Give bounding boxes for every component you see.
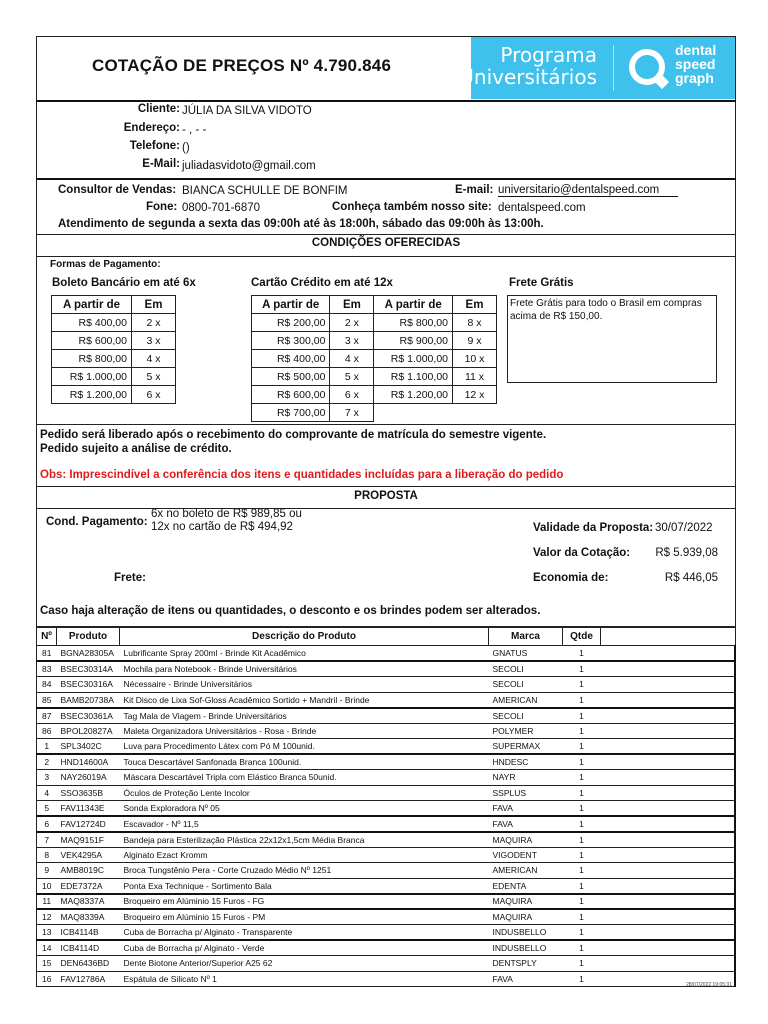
item-number: 13 xyxy=(37,925,57,941)
blank-cell xyxy=(601,847,736,863)
product-qty: 1 xyxy=(563,925,601,941)
consultant-email[interactable]: universitario@dentalspeed.com xyxy=(498,184,678,197)
product-brand: AMERICAN xyxy=(489,863,563,879)
site-link[interactable]: dentalspeed.com xyxy=(498,202,586,214)
frete-box: Frete Grátis para todo o Brasil em compras acima de R$ 150,00. xyxy=(507,295,717,383)
divider xyxy=(36,256,736,257)
product-description: Mochila para Notebook - Brinde Universitários xyxy=(120,661,489,677)
col-header-blank xyxy=(601,628,736,646)
cartao-row xyxy=(252,368,497,386)
amount: R$ 1.000,00 xyxy=(52,368,132,386)
blank-cell xyxy=(601,801,736,817)
cartao-row xyxy=(252,314,497,332)
empty-cell xyxy=(374,404,453,422)
item-number: 3 xyxy=(37,770,57,786)
amount: R$ 400,00 xyxy=(252,350,330,368)
blank-cell xyxy=(601,925,736,941)
product-qty: 1 xyxy=(563,770,601,786)
product-description: Alginato Ezact Kromm xyxy=(120,847,489,863)
item-number: 6 xyxy=(37,816,57,832)
product-brand: MAQUIRA xyxy=(489,909,563,925)
amount: R$ 600,00 xyxy=(252,386,330,404)
product-qty: 1 xyxy=(563,909,601,925)
installments: 7 x xyxy=(330,404,374,422)
divider xyxy=(36,234,736,235)
table-row xyxy=(37,894,736,910)
product-brand: GNATUS xyxy=(489,646,563,662)
address-label: Endereço: xyxy=(123,122,180,134)
item-number: 86 xyxy=(37,723,57,739)
consultant-name: BIANCA SCHULLE DE BONFIM xyxy=(182,185,348,197)
email-label: E-Mail: xyxy=(142,158,180,170)
installments: 9 x xyxy=(453,332,497,350)
product-qty: 1 xyxy=(563,816,601,832)
brand-line2: speed xyxy=(675,56,716,72)
table-row xyxy=(37,692,736,708)
product-brand: SUPERMAX xyxy=(489,739,563,755)
col-header: A partir de xyxy=(52,296,132,314)
product-brand: VIGODENT xyxy=(489,847,563,863)
item-number: 10 xyxy=(37,878,57,894)
change-warning: Caso haja alteração de itens ou quantidades, o desconto e os brindes podem ser alterados. xyxy=(40,605,541,617)
blank-cell xyxy=(601,863,736,879)
table-row xyxy=(37,646,736,662)
print-timestamp: 28/07/2022 19:05:31 xyxy=(686,982,732,988)
product-description: Sonda Exploradora Nº 05 xyxy=(120,801,489,817)
product-brand: FAVA xyxy=(489,971,563,987)
blank-cell xyxy=(601,878,736,894)
consultant-email-label: E-mail: xyxy=(455,184,494,196)
product-description: Maleta Organizadora Universitários - Rosa - Brinde xyxy=(120,723,489,739)
amount: R$ 1.200,00 xyxy=(374,386,453,404)
installments: 6 x xyxy=(330,386,374,404)
blank-cell xyxy=(601,708,736,724)
amount: R$ 900,00 xyxy=(374,332,453,350)
blank-cell xyxy=(601,816,736,832)
product-brand: INDUSBELLO xyxy=(489,940,563,956)
boleto-row xyxy=(52,332,176,350)
table-row xyxy=(37,816,736,832)
product-brand: FAVA xyxy=(489,816,563,832)
table-row xyxy=(37,878,736,894)
product-description: Nécessaire - Brinde Universitários xyxy=(120,677,489,693)
installments: 5 x xyxy=(132,368,176,386)
fone-label: Fone: xyxy=(146,201,178,213)
cartao-row xyxy=(252,350,497,368)
divider xyxy=(36,178,736,180)
product-qty: 1 xyxy=(563,847,601,863)
item-number: 4 xyxy=(37,785,57,801)
product-brand: SECOLI xyxy=(489,677,563,693)
consultant-label: Consultor de Vendas: xyxy=(58,184,177,196)
frete-label: Frete: xyxy=(114,572,146,584)
installments: 2 x xyxy=(330,314,374,332)
table-row xyxy=(37,801,736,817)
cond-line2: 12x no cartão de R$ 494,92 xyxy=(151,521,293,533)
product-description: Cuba de Borracha p/ Alginato - Transparente xyxy=(120,925,489,941)
product-code: NAY26019A xyxy=(57,770,120,786)
product-description: Tag Mala de Viagem - Brinde Universitários xyxy=(120,708,489,724)
col-header: Em xyxy=(330,296,374,314)
product-qty: 1 xyxy=(563,661,601,677)
product-qty: 1 xyxy=(563,801,601,817)
amount: R$ 1.100,00 xyxy=(374,368,453,386)
product-qty: 1 xyxy=(563,971,601,987)
product-code: MAQ8339A xyxy=(57,909,120,925)
product-brand: SECOLI xyxy=(489,708,563,724)
product-qty: 1 xyxy=(563,739,601,755)
boleto-row xyxy=(52,386,176,404)
installments: 3 x xyxy=(330,332,374,350)
cartao-row xyxy=(252,404,497,422)
economia-label: Economia de: xyxy=(533,572,609,584)
table-row xyxy=(37,770,736,786)
product-code: BSEC30316A xyxy=(57,677,120,693)
release-note: Pedido será liberado após o recebimento do comprovante de matrícula do semestre vigente. xyxy=(40,429,547,441)
item-number: 2 xyxy=(37,754,57,770)
product-code: MAQ9151F xyxy=(57,832,120,848)
client-name: JÚLIA DA SILVA VIDOTO xyxy=(182,105,312,117)
logo-divider xyxy=(613,45,614,91)
table-row xyxy=(37,909,736,925)
blank-cell xyxy=(601,723,736,739)
amount: R$ 1.000,00 xyxy=(374,350,453,368)
blank-cell xyxy=(601,661,736,677)
amount: R$ 300,00 xyxy=(252,332,330,350)
logo-line2: Universitários xyxy=(459,65,597,89)
amount: R$ 400,00 xyxy=(52,314,132,332)
product-brand: DENTSPLY xyxy=(489,956,563,972)
product-description: Luva para Procedimento Látex com Pó M 100unid. xyxy=(120,739,489,755)
product-qty: 1 xyxy=(563,723,601,739)
obs-note: Obs: Imprescindível a conferência dos itens e quantidades incluídas para a liberação do pedido xyxy=(40,469,564,481)
phone-label: Telefone: xyxy=(129,140,180,152)
product-code: AMB8019C xyxy=(57,863,120,879)
amount: R$ 700,00 xyxy=(252,404,330,422)
product-description: Óculos de Proteção Lente Incolor xyxy=(120,785,489,801)
table-row xyxy=(37,925,736,941)
cartao-row xyxy=(252,332,497,350)
economia-value: R$ 446,05 xyxy=(664,572,718,584)
brand-line1: dental xyxy=(675,42,717,58)
product-qty: 1 xyxy=(563,785,601,801)
item-number: 12 xyxy=(37,909,57,925)
product-brand: HNDESC xyxy=(489,754,563,770)
product-qty: 1 xyxy=(563,677,601,693)
brand-line3: graph xyxy=(675,70,714,86)
amount: R$ 500,00 xyxy=(252,368,330,386)
product-brand: INDUSBELLO xyxy=(489,925,563,941)
col-header: A partir de xyxy=(252,296,330,314)
blank-cell xyxy=(601,646,736,662)
product-brand: POLYMER xyxy=(489,723,563,739)
product-code: BAMB20738A xyxy=(57,692,120,708)
table-row xyxy=(37,956,736,972)
cartao-row xyxy=(252,386,497,404)
amount: R$ 800,00 xyxy=(374,314,453,332)
item-number: 81 xyxy=(37,646,57,662)
product-description: Escavador - Nº 11,5 xyxy=(120,816,489,832)
product-code: BSEC30314A xyxy=(57,661,120,677)
blank-cell xyxy=(601,754,736,770)
items-table xyxy=(36,627,736,987)
proposal-title: PROPOSTA xyxy=(354,490,418,502)
col-header: Em xyxy=(132,296,176,314)
col-header-product: Produto xyxy=(57,628,120,646)
divider xyxy=(36,424,736,425)
item-number: 83 xyxy=(37,661,57,677)
client-email: juliadasvidoto@gmail.com xyxy=(182,160,316,172)
empty-cell xyxy=(453,404,497,422)
table-row xyxy=(37,677,736,693)
cond-line1: 6x no boleto de R$ 989,85 ou xyxy=(151,508,302,520)
client-label: Cliente: xyxy=(137,103,180,115)
divider xyxy=(36,100,736,102)
boleto-table xyxy=(51,295,176,404)
amount: R$ 600,00 xyxy=(52,332,132,350)
product-brand: MAQUIRA xyxy=(489,832,563,848)
blank-cell xyxy=(601,940,736,956)
product-description: Touca Descartável Sanfonada Branca 100unid. xyxy=(120,754,489,770)
product-code: SPL3402C xyxy=(57,739,120,755)
address-value: - , - - xyxy=(182,124,207,136)
product-description: Dente Biotone Anterior/Superior A25 62 xyxy=(120,956,489,972)
installments: 10 x xyxy=(453,350,497,368)
item-number: 9 xyxy=(37,863,57,879)
valor-value: R$ 5.939,08 xyxy=(655,547,718,559)
installments: 2 x xyxy=(132,314,176,332)
product-description: Broqueiro em Alúminio 15 Furos - PM xyxy=(120,909,489,925)
product-code: VEK4295A xyxy=(57,847,120,863)
product-code: EDE7372A xyxy=(57,878,120,894)
item-number: 7 xyxy=(37,832,57,848)
product-qty: 1 xyxy=(563,692,601,708)
product-description: Broqueiro em Alúminio 15 Furos - FG xyxy=(120,894,489,910)
item-number: 87 xyxy=(37,708,57,724)
installments: 5 x xyxy=(330,368,374,386)
product-code: MAQ8337A xyxy=(57,894,120,910)
product-brand: NAYR xyxy=(489,770,563,786)
boleto-row xyxy=(52,368,176,386)
table-row xyxy=(37,739,736,755)
product-qty: 1 xyxy=(563,832,601,848)
amount: R$ 800,00 xyxy=(52,350,132,368)
product-code: ICB4114B xyxy=(57,925,120,941)
product-qty: 1 xyxy=(563,646,601,662)
blank-cell xyxy=(601,909,736,925)
product-code: BGNA28305A xyxy=(57,646,120,662)
product-description: Cuba de Borracha p/ Alginato - Verde xyxy=(120,940,489,956)
boleto-row xyxy=(52,350,176,368)
col-header-brand: Marca xyxy=(489,628,563,646)
product-code: DEN6436BD xyxy=(57,956,120,972)
divider xyxy=(36,508,736,509)
product-brand: EDENTA xyxy=(489,878,563,894)
table-row xyxy=(37,708,736,724)
product-description: Ponta Exa Technique - Sortimento Bala xyxy=(120,878,489,894)
installments: 6 x xyxy=(132,386,176,404)
logo-line1: Programa xyxy=(500,43,597,67)
product-description: Máscara Descartável Tripla com Elástico Branca 50unid. xyxy=(120,770,489,786)
product-code: HND14600A xyxy=(57,754,120,770)
table-row xyxy=(37,723,736,739)
hours-text: Atendimento de segunda a sexta das 09:00h até às 18:00h, sábado das 09:00h às 13:00h. xyxy=(58,218,544,230)
installments: 4 x xyxy=(132,350,176,368)
logo-brand xyxy=(675,43,716,85)
table-row xyxy=(37,785,736,801)
product-description: Espátula de Silicato Nº 1 xyxy=(120,971,489,987)
item-number: 5 xyxy=(37,801,57,817)
blank-cell xyxy=(601,739,736,755)
product-description: Kit Disco de Lixa Sof-Gloss Acadêmico Sortido + Mandril - Brinde xyxy=(120,692,489,708)
product-description: Bandeja para Esterilização Plástica 22x12x1,5cm Média Branca xyxy=(120,832,489,848)
product-qty: 1 xyxy=(563,878,601,894)
table-row xyxy=(37,971,736,987)
product-qty: 1 xyxy=(563,894,601,910)
col-header-description: Descrição do Produto xyxy=(120,628,489,646)
fone-value: 0800-701-6870 xyxy=(182,202,261,214)
installments: 11 x xyxy=(453,368,497,386)
conditions-title: CONDIÇÕES OFERECIDAS xyxy=(311,237,461,249)
amount: R$ 200,00 xyxy=(252,314,330,332)
blank-cell xyxy=(601,692,736,708)
item-number: 15 xyxy=(37,956,57,972)
blank-cell xyxy=(601,677,736,693)
product-code: FAV11343E xyxy=(57,801,120,817)
product-qty: 1 xyxy=(563,956,601,972)
validade-label: Validade da Proposta: xyxy=(533,522,654,534)
table-row xyxy=(37,832,736,848)
item-number: 1 xyxy=(37,739,57,755)
cond-label: Cond. Pagamento: xyxy=(46,516,148,528)
blank-cell xyxy=(601,770,736,786)
product-code: ICB4114D xyxy=(57,940,120,956)
product-brand: FAVA xyxy=(489,801,563,817)
product-brand: SSPLUS xyxy=(489,785,563,801)
blank-cell xyxy=(601,785,736,801)
cartao-title: Cartão Crédito em até 12x xyxy=(251,277,393,289)
blank-cell xyxy=(601,956,736,972)
validade-value: 30/07/2022 xyxy=(655,522,713,534)
installments: 4 x xyxy=(330,350,374,368)
item-number: 8 xyxy=(37,847,57,863)
col-header: A partir de xyxy=(374,296,453,314)
installments: 3 x xyxy=(132,332,176,350)
product-code: SSO3635B xyxy=(57,785,120,801)
product-code: BSEC30361A xyxy=(57,708,120,724)
item-number: 16 xyxy=(37,971,57,987)
product-code: BPOL20827A xyxy=(57,723,120,739)
table-row xyxy=(37,940,736,956)
table-row xyxy=(37,863,736,879)
item-number: 11 xyxy=(37,894,57,910)
table-row xyxy=(37,661,736,677)
product-description: Broca Tungstênio Pera - Corte Cruzado Médio Nº 1251 xyxy=(120,863,489,879)
product-brand: AMERICAN xyxy=(489,692,563,708)
boleto-title: Boleto Bancário em até 6x xyxy=(52,277,196,289)
product-qty: 1 xyxy=(563,863,601,879)
site-label: Conheça também nosso site: xyxy=(332,201,492,213)
table-row xyxy=(37,847,736,863)
item-number: 85 xyxy=(37,692,57,708)
cartao-table xyxy=(251,295,497,422)
divider xyxy=(36,486,736,487)
product-code: FAV12724D xyxy=(57,816,120,832)
col-header-num: Nº xyxy=(37,628,57,646)
product-brand: MAQUIRA xyxy=(489,894,563,910)
col-header-qty: Qtde xyxy=(563,628,601,646)
boleto-row xyxy=(52,314,176,332)
product-code: FAV12786A xyxy=(57,971,120,987)
product-brand: SECOLI xyxy=(489,661,563,677)
program-logo xyxy=(459,37,735,99)
credit-note: Pedido sujeito a análise de crédito. xyxy=(40,443,232,455)
installments: 8 x xyxy=(453,314,497,332)
blank-cell xyxy=(601,894,736,910)
item-number: 84 xyxy=(37,677,57,693)
col-header: Em xyxy=(453,296,497,314)
product-description: Lubrificante Spray 200ml - Brinde Kit Acadêmico xyxy=(120,646,489,662)
speech-bubble-icon xyxy=(629,49,665,85)
page-title: COTAÇÃO DE PREÇOS Nº 4.790.846 xyxy=(92,56,392,75)
logo-program-text xyxy=(459,44,597,88)
frete-title: Frete Grátis xyxy=(509,277,574,289)
amount: R$ 1.200,00 xyxy=(52,386,132,404)
valor-label: Valor da Cotação: xyxy=(533,547,631,559)
installments: 12 x xyxy=(453,386,497,404)
product-qty: 1 xyxy=(563,754,601,770)
phone-value: () xyxy=(182,142,190,154)
payment-methods-label: Formas de Pagamento: xyxy=(50,259,161,270)
blank-cell xyxy=(601,832,736,848)
table-row xyxy=(37,754,736,770)
product-qty: 1 xyxy=(563,708,601,724)
product-qty: 1 xyxy=(563,940,601,956)
item-number: 14 xyxy=(37,940,57,956)
